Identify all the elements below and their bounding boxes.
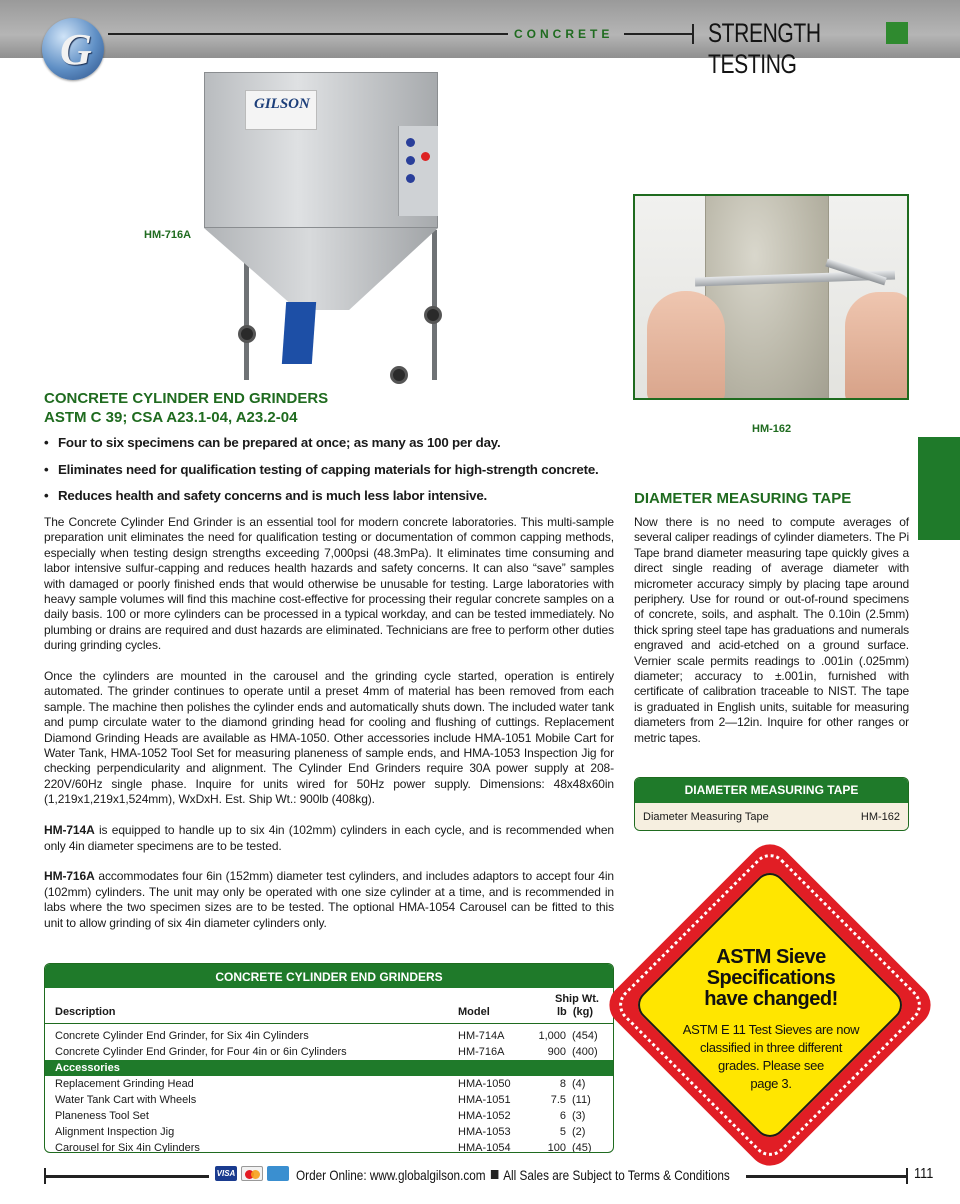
table-title: CONCRETE CYLINDER END GRINDERS: [45, 964, 613, 988]
table-header: [45, 988, 613, 1024]
promo-title-line: Specifications: [706, 967, 836, 989]
row-kg: (45): [572, 1142, 592, 1153]
stop-button-icon: [421, 152, 430, 161]
row-model: HM-716A: [458, 1046, 505, 1058]
caster-wheel-icon: [390, 366, 408, 384]
table-row[interactable]: [45, 1028, 613, 1044]
tape-description: Now there is no need to compute averages of several caliper readings of cylinder diameters. The Pi Tape brand diameter measuring tape quickly gives a direct single reading of average diameter with micrometer accuracy simply by placing tape around periphery. Use for round or out-of-round specimens of concrete, soils, and asphalt. The 0.10in (2.5mm) thick spring steel tape has graduations and numerals engraved and acid-etched on a ground surface. Vernier scale permits readings to .001in (.025mm) diameter; accuracy to ±.001in, furnished with certificate of calibration traceable to NIST. The tape is graduated in English units, suitable for measuring diameters from 2—12in. Inquire for other ranges or metric tapes.: [634, 515, 909, 745]
section-title: STRENGTH TESTING: [708, 18, 821, 79]
promo-text-line: classified in three different: [699, 1040, 843, 1055]
promo-title-line: have changed!: [704, 988, 838, 1010]
tape-heading: DIAMETER MEASURING TAPE: [634, 490, 852, 507]
body-paragraph: [44, 823, 614, 854]
feature-item: • Four to six specimens can be prepared at once; as many as 100 per day.: [44, 434, 624, 452]
grinder-brand: GILSON: [254, 96, 310, 112]
col-ship-weight: Ship Wt.: [555, 993, 599, 1005]
footer-rule: [746, 1175, 906, 1178]
control-button-icon: [406, 174, 415, 183]
row-model: HMA-1051: [458, 1094, 511, 1106]
grinder-heading: CONCRETE CYLINDER END GRINDERS: [44, 390, 329, 407]
col-model: Model: [458, 1006, 490, 1018]
amex-card-icon: [267, 1166, 289, 1181]
row-kg: (2): [572, 1126, 586, 1138]
chapter-tab[interactable]: [918, 437, 960, 540]
paragraph-text: is equipped to handle up to six 4in (102mm) cylinders in each cycle, and is recommended when only 4in diameter specimens are to be tested.: [44, 823, 614, 853]
tape-table: [634, 777, 909, 831]
sieve-promo-sign[interactable]: [636, 871, 904, 1145]
row-kg: (400): [572, 1046, 598, 1058]
mastercard-icon: [241, 1166, 263, 1181]
feature-item: • Eliminates need for qualification testing of capping materials for high-strength concrete.: [44, 461, 624, 479]
row-model: HMA-1054: [458, 1142, 511, 1153]
row-lb: 1,000: [538, 1030, 566, 1042]
row-model: HMA-1050: [458, 1078, 511, 1090]
gilson-logo-icon[interactable]: [42, 18, 104, 80]
row-model: HMA-1053: [458, 1126, 511, 1138]
promo-title-line: ASTM Sieve: [716, 946, 826, 968]
row-description: Water Tank Cart with Wheels: [55, 1094, 197, 1106]
row-description: Concrete Cylinder End Grinder, for Four 4in or 6in Cylinders: [55, 1046, 347, 1058]
accessories-subheader: [45, 1060, 613, 1076]
tape-figure-label: HM-162: [752, 423, 792, 435]
section-marker: [886, 22, 908, 44]
grinder-brand-plate: [245, 90, 317, 130]
col-description: Description: [55, 1006, 116, 1018]
row-description: Alignment Inspection Jig: [55, 1126, 175, 1138]
order-online-link[interactable]: Order Online: www.globalgilson.com: [296, 1167, 486, 1183]
row-lb: 8: [559, 1078, 566, 1090]
row-description: Carousel for Six 4in Cylinders: [55, 1142, 200, 1153]
body-paragraph: The Concrete Cylinder End Grinder is an essential tool for modern concrete laboratories. This multi-sample preparation unit eliminates the need for qualification testing or documentation of common capping methods, especially when testing design strengths exceeding 7,000psi (48.3mPa). It eliminates time consuming and labor intensive sulfur-capping and reduces health hazards and safety concerns. It can also “save” samples with damaged or poorly finished ends that would otherwise be unusable for testing. Large laboratories with heavy sample volumes will find this machine cost-effective for processing their regular concrete samples on a daily basis. 100 or more cylinders can be processed in a typical workday, and can be tested immediately. No plumbing or drains are required and dust hazards are eliminated. Technicians are free to perform other duties during grinding cycles.: [44, 515, 614, 653]
footer-rule: [44, 1175, 209, 1178]
row-kg: (3): [572, 1110, 586, 1122]
row-kg: (454): [572, 1030, 598, 1042]
table-row[interactable]: [45, 1108, 613, 1124]
promo-text-line: grades. Please see: [718, 1058, 824, 1073]
control-button-icon: [406, 156, 415, 165]
table-row[interactable]: [45, 1092, 613, 1108]
row-kg: (11): [572, 1094, 591, 1106]
feature-item: • Reduces health and safety concerns and is much less labor intensive.: [44, 487, 624, 505]
logo-letter: G: [60, 25, 92, 74]
separator-square-icon: [491, 1170, 499, 1179]
table-row[interactable]: [45, 1124, 613, 1140]
section-kicker: CONCRETE: [514, 27, 614, 41]
mastercard-circle-orange: [251, 1170, 260, 1179]
promo-title: [676, 947, 866, 1010]
grinder-image: [200, 70, 445, 390]
header-rule-tick: [692, 24, 694, 44]
row-description: Replacement Grinding Head: [55, 1078, 194, 1090]
right-hand: [845, 292, 909, 400]
row-description: Diameter Measuring Tape: [643, 811, 769, 823]
grinder-standards: ASTM C 39; CSA A23.1-04, A23.2-04: [44, 409, 298, 426]
promo-text-line: page 3.: [750, 1076, 792, 1091]
grinder-hopper: [204, 228, 438, 310]
promo-text-line: ASTM E 11 Test Sieves are now: [682, 1022, 860, 1037]
grinder-table: [44, 963, 614, 1153]
row-model: HM-714A: [458, 1030, 505, 1042]
row-lb: 900: [547, 1046, 566, 1058]
table-row[interactable]: [45, 1140, 613, 1153]
row-kg: (4): [572, 1078, 586, 1090]
grinder-description: [44, 515, 614, 946]
row-lb: 100: [547, 1142, 566, 1153]
paragraph-text: accommodates four 6in (152mm) diameter test cylinders, and includes adaptors to accept four 4in (102mm) cylinders. The unit may only be operated with one size cylinder at a time, and is recommended in labs where the two specimen sizes are to be tested. The optional HMA-1054 Carousel can be fitted to this unit to allow grinding of six 4in diameter cylinders only.: [44, 869, 614, 930]
caster-wheel-icon: [424, 306, 442, 324]
terms-text: All Sales are Subject to Terms & Conditions: [503, 1167, 730, 1183]
header-rule: [108, 33, 508, 35]
row-lb: 5: [559, 1126, 566, 1138]
footer-rule-tick: [906, 1168, 908, 1184]
feature-list: [44, 434, 624, 514]
table-row[interactable]: [635, 803, 908, 831]
grinder-drain-chute: [282, 302, 316, 364]
row-model: HMA-1052: [458, 1110, 511, 1122]
caster-wheel-icon: [238, 325, 256, 343]
visa-card-icon: VISA: [215, 1166, 237, 1181]
table-row[interactable]: [45, 1044, 613, 1060]
header-rule: [624, 33, 694, 35]
promo-text: [676, 1021, 866, 1093]
col-ship-units: lb (kg): [556, 1006, 593, 1018]
grinder-control-panel: [398, 126, 438, 216]
model-number: HM-716A: [44, 869, 95, 884]
body-paragraph: [44, 869, 614, 931]
table-title: DIAMETER MEASURING TAPE: [635, 778, 908, 803]
model-number: HM-714A: [44, 823, 95, 838]
body-paragraph: Once the cylinders are mounted in the carousel and the grinding cycle started, operation is entirely automated. The grinder continues to operate until a preset 4mm of material has been removed from each sample. The machine then polishes the cylinder ends and automatically shuts down. The included water tank and pump circulate water to the diamond grinding head for cooling and flushing of cuttings. Replacement Diamond Grinding Heads are available as HMA-1050. Other accessories include HMA-1051 Mobile Cart for Water Tank, HMA-1052 Tool Set for measuring planeness of sample ends, and HMA-1053 Inspection Jig for checking perpendicularity and alignment. The Cylinder End Grinders require 30A power supply at 208-220V/60Hz single phase. Inquire for units wired for 50Hz power supply. Dimensions: 48x48x60in (1,219x1,219x1,524mm), WxDxH. Est. Ship Wt.: 900lb (408kg).: [44, 669, 614, 807]
row-lb: 7.5: [550, 1094, 566, 1106]
row-model: HM-162: [860, 811, 900, 823]
tape-photo: [633, 194, 909, 400]
control-button-icon: [406, 138, 415, 147]
grinder-figure-label: HM-716A: [144, 229, 192, 241]
row-description: Planeness Tool Set: [55, 1110, 149, 1122]
left-hand: [647, 291, 725, 400]
row-lb: 6: [559, 1110, 566, 1122]
subheader-label: Accessories: [55, 1062, 120, 1074]
grinder-leg: [432, 230, 437, 380]
page-number: 111: [914, 1165, 934, 1182]
table-row[interactable]: [45, 1076, 613, 1092]
footer-text: [296, 1167, 730, 1183]
row-description: Concrete Cylinder End Grinder, for Six 4in Cylinders: [55, 1030, 309, 1042]
